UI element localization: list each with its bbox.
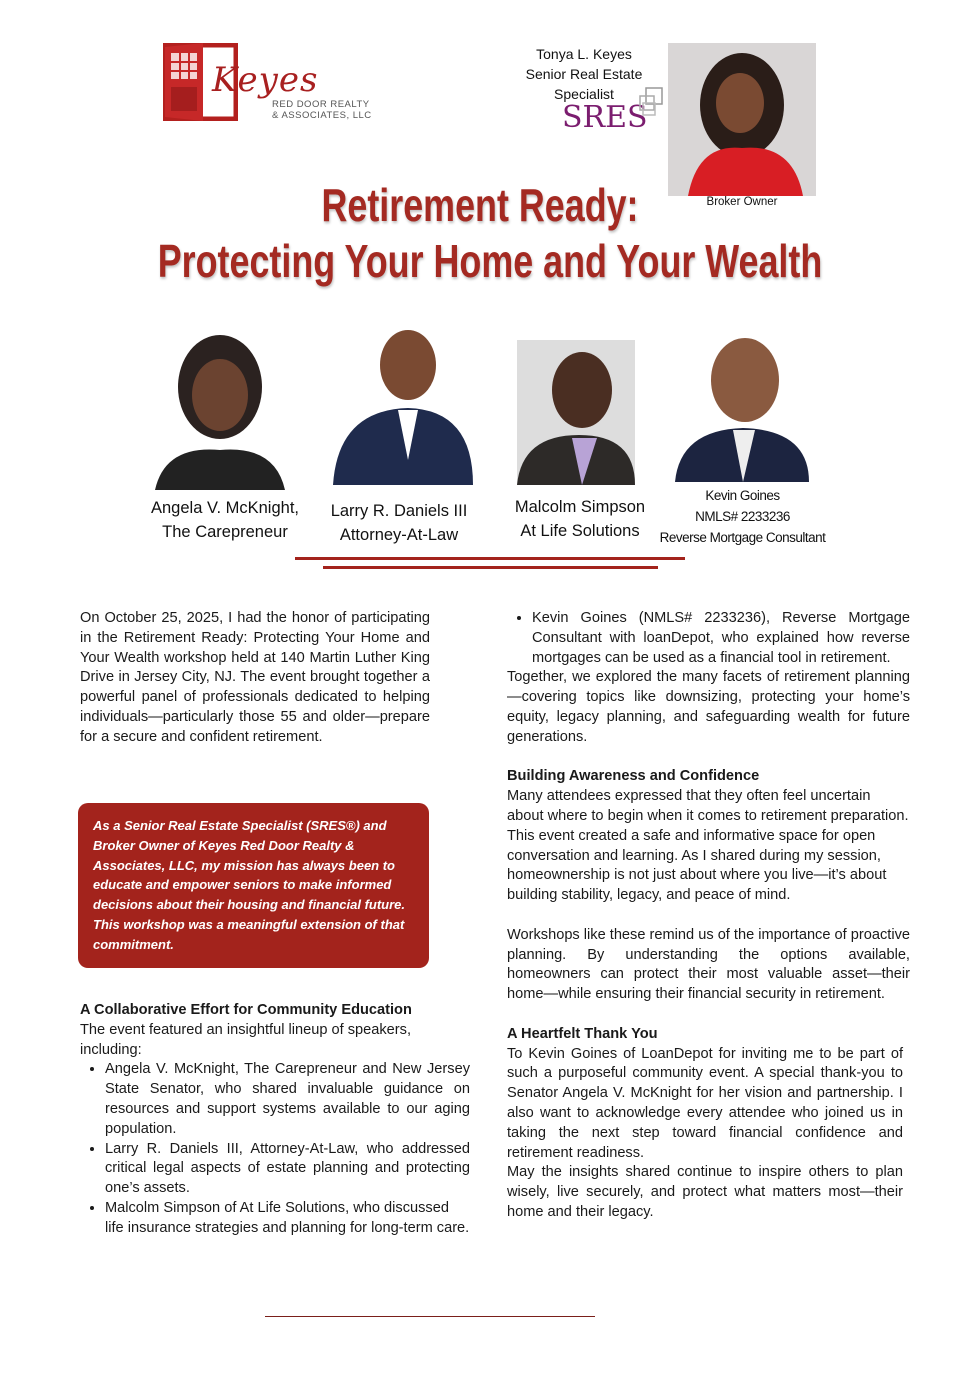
agent-photo [668,43,816,196]
speaker-list-continued [507,609,910,668]
speaker-name: Kevin Goines [705,488,780,503]
agent-name: Tonya L. Keyes [536,46,632,62]
speaker-caption-larry [310,499,488,547]
together-paragraph: Together, we explored the many facets of retirement planning—covering topics like downsizing, protecting your home’s equity, legacy planning, and safeguarding wealth for future generations. [507,669,910,745]
speaker-role: Attorney-At-Law [339,526,459,544]
speaker-caption-kevin [655,485,830,548]
speaker-list-item: • Kevin Goines (NMLS# 2233236), Reverse Mortgage Consultant with loanDepot, who explained how reverse mortgages can be used as a financial tool in retirement. [532,609,910,668]
awareness-paragraph: Many attendees expressed that they often feel uncertain about where to begin when it comes to retirement preparation. This event created a safe and informative space for open conversation and learning. As I shared during my session, homeownership is not just about where you live—it’s about building stability, legacy, and peace of mind. [507,788,909,904]
closing-paragraph: May the insights shared continue to inspire others to plan wisely, live securely, and protect what matters most—their home and their legacy. [507,1164,903,1220]
speaker-list-item: • Malcolm Simpson of At Life Solutions, who discussed life insurance strategies and planning for long-term care. [105,1199,470,1239]
sres-squares-icon [637,86,665,120]
speaker-name: Malcolm Simpson [514,498,646,516]
agent-role: Broker Owner [706,196,778,208]
speaker-photo-larry [333,320,473,485]
section-heading: A Heartfelt Thank You [507,1025,658,1042]
speaker-photo-kevin [675,330,809,482]
speaker-list-item: • Angela V. McKnight, The Carepreneur and New Jersey State Senator, who shared invaluable guidance on resources and support systems available to our aging population. [105,1060,470,1139]
speaker-role: Reverse Mortgage Consultant [659,530,826,545]
sres-badge: SRES [562,100,648,135]
logo-line1: RED DOOR REALTY [272,99,370,110]
agent-info [510,44,658,104]
title-line2: Protecting Your Home and Your Wealth [157,235,823,287]
speaker-name: Angela V. McKnight, [151,499,299,517]
speakers-lead: The event featured an insightful lineup of speakers, including: [80,1021,412,1058]
title-line1: Retirement Ready: [321,179,639,231]
speaker-list [80,1060,470,1238]
intro-paragraph: On October 25, 2025, I had the honor of participating in the Retirement Ready: Protecting Your Home and Your Wealth workshop held at 140 Martin Luther King Drive in Jersey City, NJ. The event brought together a powerful panel of professionals dedicated to helping individuals—particularly those 55 and older—prepare for a secure and confident retirement. [80,610,430,745]
speaker-id: NMLS# 2233236 [695,509,790,524]
speaker-list-item: • Larry R. Daniels III, Attorney-At-Law, who addressed critical legal aspects of estate planning and protecting one’s assets. [105,1140,470,1199]
speaker-photo-angela [150,325,290,490]
right-column [507,609,910,1223]
left-intro [80,609,430,748]
logo-subtitle [272,99,372,121]
agent-title1: Senior Real Estate [525,66,643,82]
section-heading: A Collaborative Effort for Community Education [80,1002,412,1018]
speaker-caption-angela [130,496,320,544]
speaker-role: At Life Solutions [520,522,640,540]
left-speakers-section [80,1001,470,1239]
mission-quote-box: As a Senior Real Estate Specialist (SRES®) and Broker Owner of Keyes Red Door Realty & Associates, LLC, my mission has always been to educate and empower seniors to make informed decisions about their housing and financial future. This workshop was a meaningful extension of that commitment. [78,803,429,968]
speaker-caption-malcolm [495,495,665,543]
thanks-paragraph: To Kevin Goines of LoanDepot for inviting me to be part of such a purposeful community event. A special thank-you to Senator Angela V. McKnight for her vision and partnership. I also want to acknowledge every attendee who joined us in taking the next step toward financial confidence and retirement readiness. [507,1045,903,1161]
logo-wordmark: Keyes [212,60,319,100]
speaker-role: The Carepreneur [162,523,288,541]
footer-rule [265,1316,595,1317]
speaker-photo-malcolm [517,340,635,485]
divider-rule [295,557,685,560]
agent-title2: Specialist [554,86,614,102]
workshops-paragraph: Workshops like these remind us of the importance of proactive planning. By understanding the options available, homeowners can protect their most valuable asset—their home—while ensuring their financial security in retirement. [507,926,910,1003]
section-heading: Building Awareness and Confidence [507,768,760,785]
speaker-name: Larry R. Daniels III [330,502,468,520]
logo-line2: & ASSOCIATES, LLC [272,110,372,121]
divider-rule-short [323,566,658,569]
